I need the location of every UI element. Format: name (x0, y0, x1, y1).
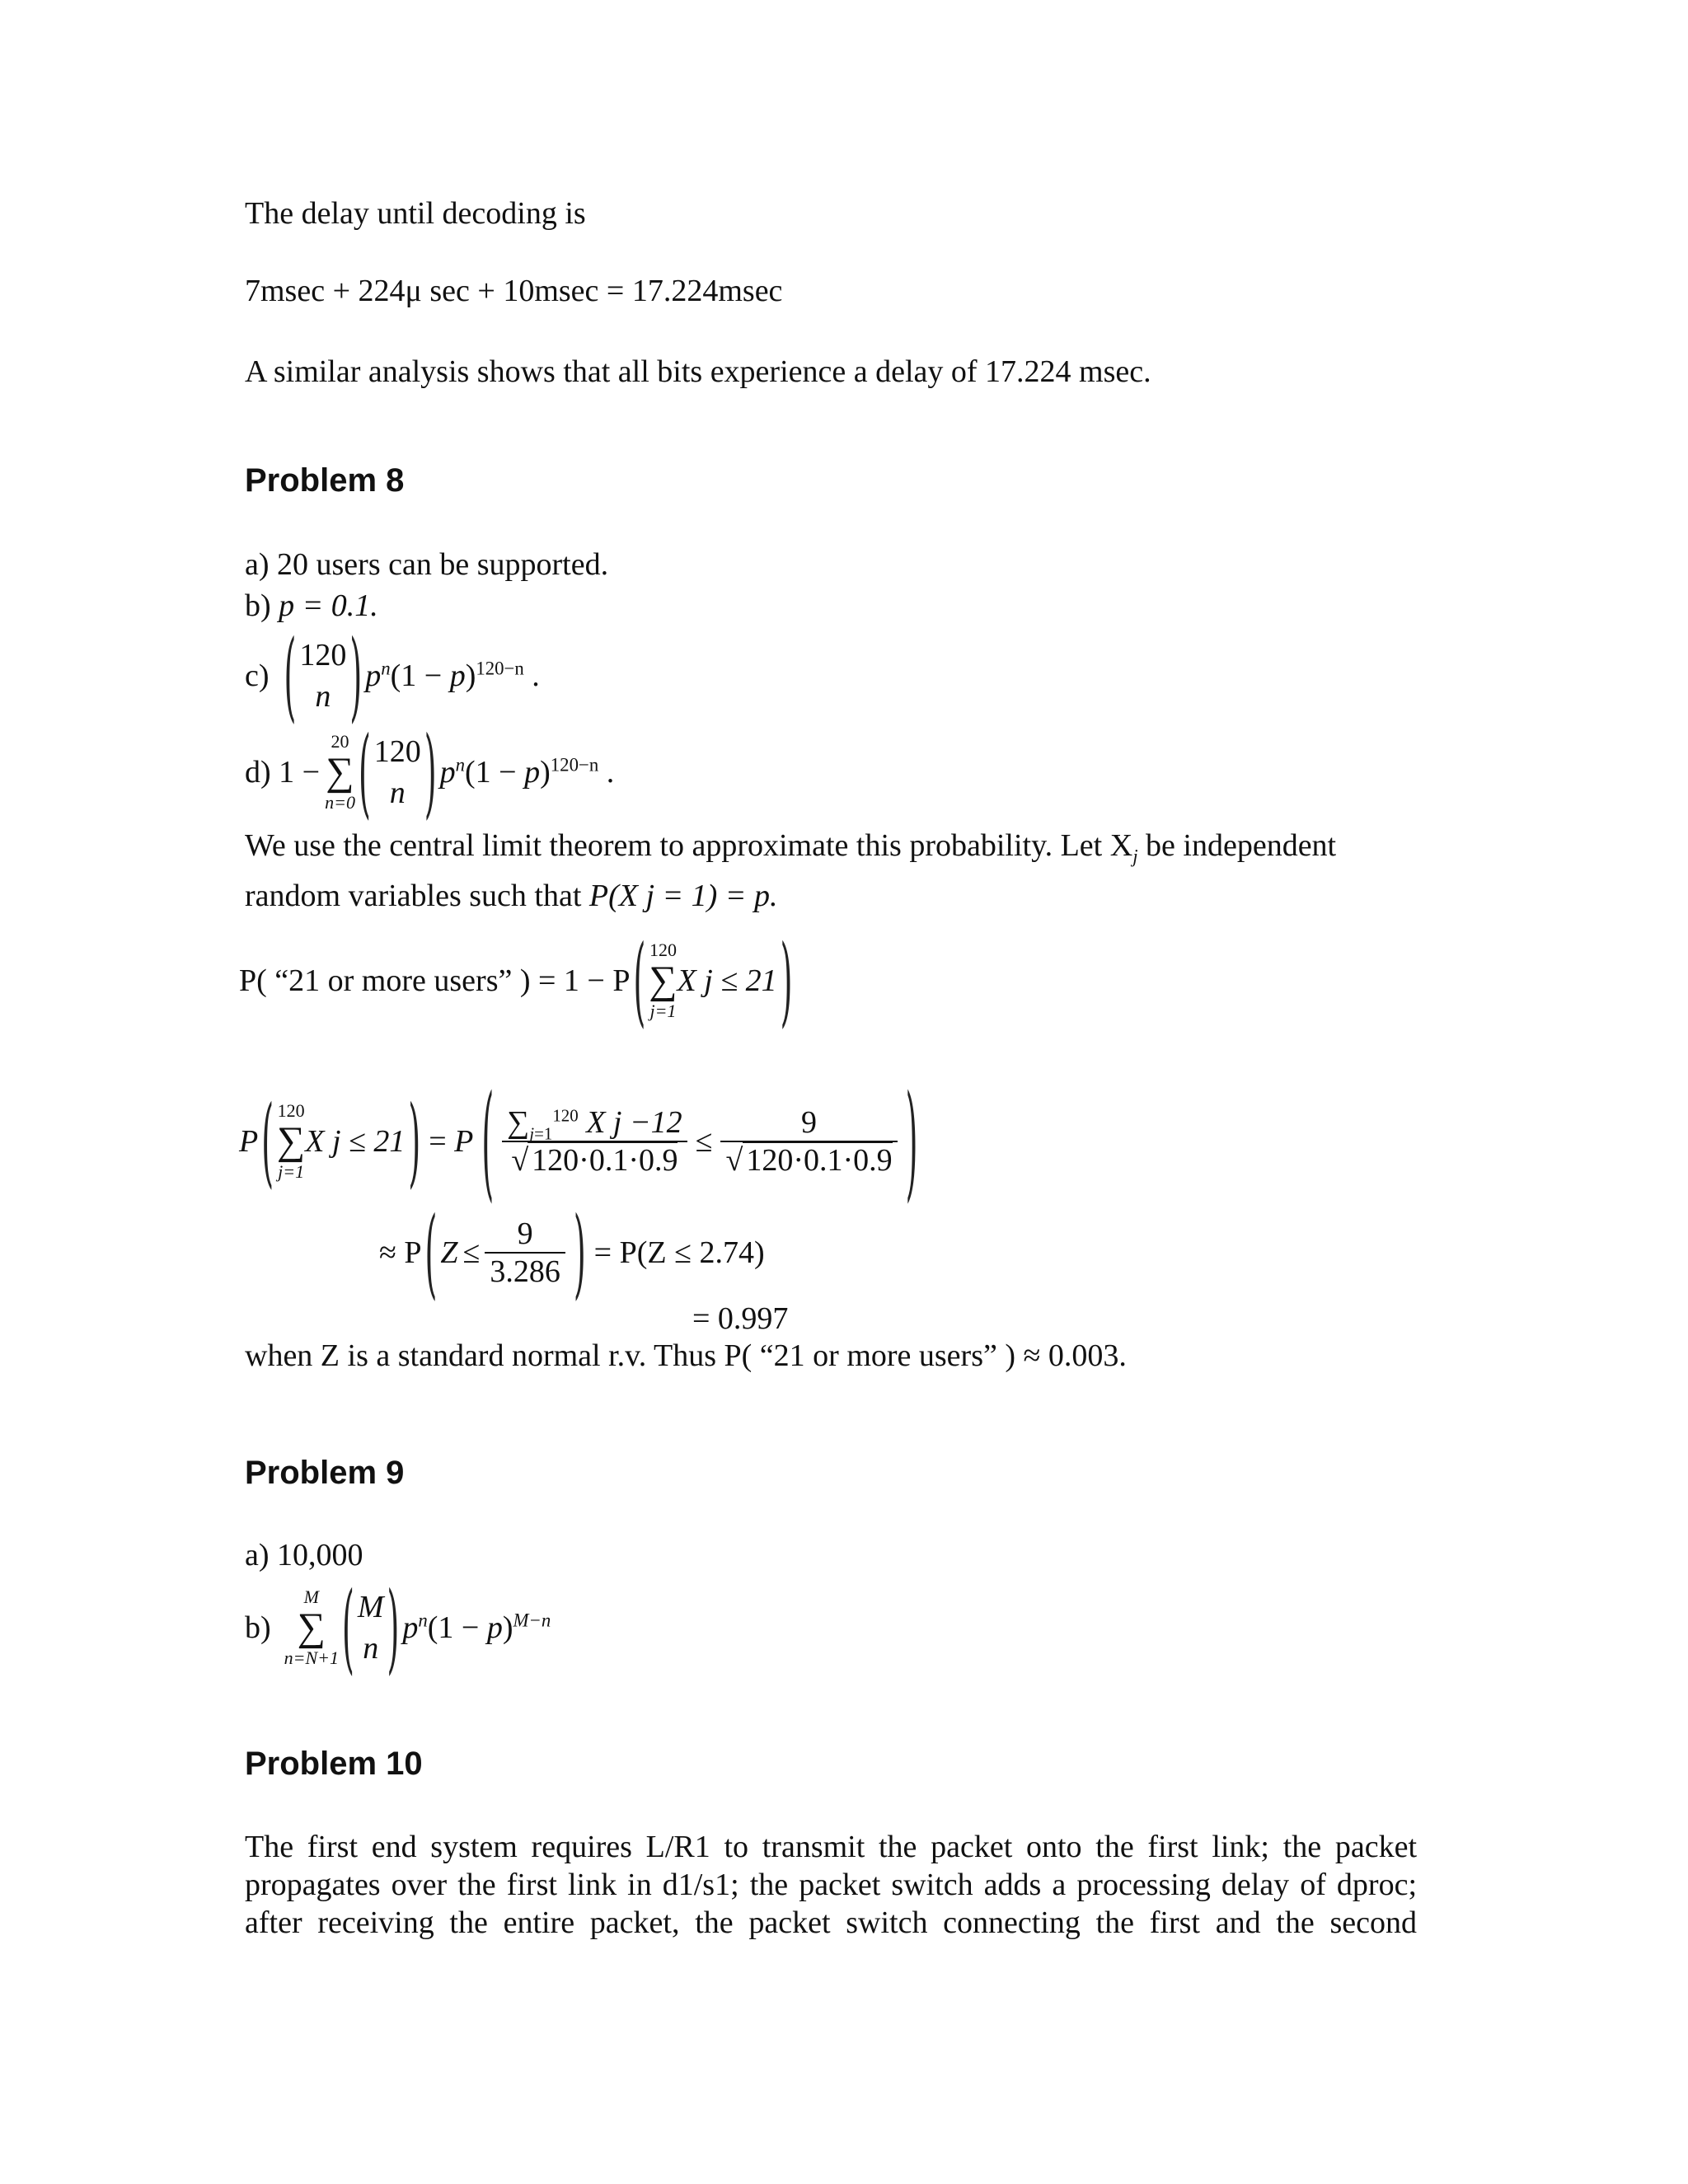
sum-upper: 120 (649, 940, 677, 960)
clt-line-2-eq: P(X j = 1) = p. (588, 879, 778, 913)
p8-b-eq: p = 0.1. (279, 588, 378, 623)
right-paren-icon: ) (424, 715, 437, 829)
z-result: = P(Z ≤ 2.74) (593, 1235, 765, 1270)
p8-b-label: b) (245, 588, 271, 623)
p8-c-exp: 120−n (476, 658, 524, 679)
p8-d-label: d) 1 − (245, 755, 321, 790)
right-paren-icon: ) (408, 1085, 421, 1198)
binomial-coefficient: M n (357, 1590, 384, 1666)
p8-c-label: c) (245, 658, 270, 693)
right-paren-icon: ) (905, 1069, 918, 1214)
z-approximation: ≈ P ( Z ≤ $\frac{9}{3.286}$ ) = P(Z ≤ 2.74) (379, 1196, 765, 1310)
clt-line-2 (245, 877, 777, 915)
binom-bottom: n (315, 679, 331, 714)
binom-top: 120 (373, 734, 421, 769)
p8-c-term: $p^n(1 - p)^{120-n}$ . (365, 658, 540, 693)
delay-text: The delay until decoding is (245, 196, 586, 231)
p8-d-exp: 120−n (550, 754, 599, 776)
right-paren-icon: ) (349, 619, 363, 733)
similar-analysis-text: A similar analysis shows that all bits experience a delay of 17.224 msec. (245, 354, 1151, 389)
prob-21-users-equation (239, 924, 796, 1038)
right-paren-icon: ) (387, 1571, 400, 1685)
p9-answer-a: a) 10,000 (245, 1538, 363, 1572)
p9-b-term: $p^n(1 - p)^{M-n}$ (402, 1610, 551, 1645)
right-paren-icon: ) (573, 1196, 586, 1310)
summation-icon: M ∑ n=N+1 (284, 1586, 340, 1668)
p10-line-3: after receiving the entire packet, the packet switch connecting the first and the second (245, 1905, 1417, 1940)
left-paren-icon: ( (284, 619, 297, 733)
binomial-coefficient (299, 635, 346, 717)
bound-fraction: $\frac{9}{√ 120\cdot 0.1\cdot 0.9}$ (720, 1104, 897, 1179)
p8-answer-c (245, 619, 540, 733)
when-z-text: when Z is a standard normal r.v. Thus P( “21 or more users” ) ≈ 0.003. (245, 1338, 1127, 1373)
problem-10-heading: Problem 10 (245, 1746, 423, 1782)
p9-b-label: b) (245, 1610, 271, 1645)
sum-lower: j=1 (649, 1001, 677, 1021)
result-0997: = 0.997 (692, 1301, 789, 1336)
p8-d-term: $p^n(1 - p)^{120-n}$ . (439, 754, 615, 790)
left-paren-icon: ( (633, 924, 646, 1038)
right-paren-icon: ) (780, 924, 793, 1038)
binom-bottom: n (389, 776, 406, 810)
left-paren-icon: ( (261, 1085, 274, 1198)
p10-line-1: The first end system requires L/R1 to transmit the packet onto the first link; the packet (245, 1830, 1417, 1864)
clt-line-2-text: random variables such that (245, 879, 582, 913)
delay-equation: 7msec + 224μ sec + 10msec = 17.224msec (245, 274, 783, 308)
p9-answer-b (245, 1571, 551, 1685)
clt-normalization-equation: P ( 120 ∑ j=1 X j ≤ 21 ) = P ( $\frac{\sum_{j=1}^{120} X j -12}{√ 120\cdot 0.1\cdot 0.9}$ ≤ $\frac{9}{√ 120\cdot 0.1\cdot 0.9}$ ) (239, 1069, 918, 1214)
problem-8-heading: Problem 8 (245, 462, 405, 499)
clt-line-1 (245, 827, 1336, 865)
sum-upper: 20 (331, 731, 349, 752)
binom-top: 120 (299, 638, 347, 673)
left-paren-icon: ( (481, 1069, 495, 1214)
left-paren-icon: ( (358, 715, 371, 829)
clt-line-1-end: be independent (1146, 828, 1337, 863)
summation-icon: 120 ∑ j=1 (277, 1100, 306, 1182)
p10-line-2: propagates over the first link in d1/s1; the packet switch adds a processing delay of dproc; (245, 1868, 1417, 1902)
sum-lower: n=0 (325, 792, 355, 813)
problem-9-heading: Problem 9 (245, 1455, 405, 1491)
left-paren-icon: ( (424, 1196, 438, 1310)
binomial-coefficient (374, 731, 421, 813)
prob-line-text: P( “21 or more users” ) = 1 − P (239, 963, 631, 998)
p8-answer-a: a) 20 users can be supported. (245, 547, 609, 582)
summation-icon: 120 ∑ j=1 (649, 940, 678, 1021)
clt-sub: j (1132, 846, 1138, 867)
clt-line-1-text: We use the central limit theorem to approximate this probability. Let X (245, 828, 1133, 863)
z-fraction: $\frac{9}{3.286}$ (485, 1216, 565, 1290)
summation-icon: 20 ∑ n=0 (325, 731, 355, 813)
normalized-sum-fraction: $\frac{\sum_{j=1}^{120} X j -12}{√ 120\cdot 0.1\cdot 0.9}$ (502, 1104, 687, 1179)
left-paren-icon: ( (342, 1571, 354, 1685)
leq-21: X j ≤ 21 (677, 963, 777, 998)
p8-answer-d (245, 715, 615, 829)
